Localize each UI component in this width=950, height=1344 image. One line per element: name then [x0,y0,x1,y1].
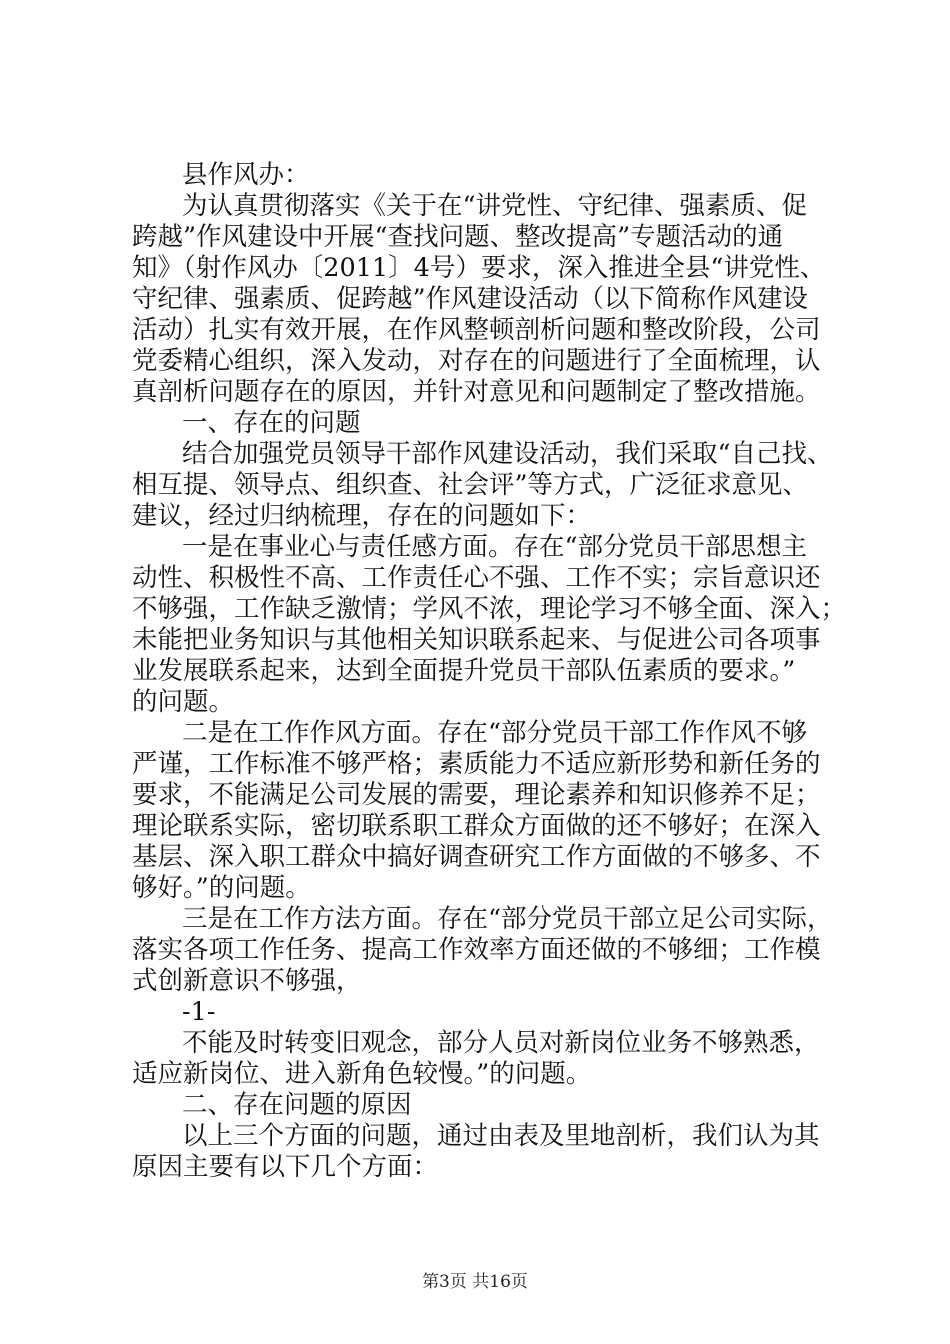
document-body [132,160,847,1183]
text-line: 建议，经过归纳梳理，存在的问题如下： [132,501,592,531]
text-line: 结合加强党员领导干部作风建设活动，我们采取“自己找、 [182,439,833,469]
text-line: 不够强，工作缺乏激情；学风不浓，理论学习不够全面、深入； [132,594,847,624]
text-line: 为认真贯彻落实《关于在“讲党性、守纪律、强素质、促 [182,191,808,221]
text-line: 够好。”的问题。 [132,873,311,903]
text-line: 真剖析问题存在的原因，并针对意见和问题制定了整改措施。 [132,377,821,407]
text-line: 严谨，工作标准不够严格；素质能力不适应新形势和新任务的 [132,749,821,779]
text-line: 业发展联系起来，达到全面提升党员干部队伍素质的要求。” [132,656,796,686]
text-line: 知》（射作风办〔2011〕4号）要求，深入推进全县“讲党性、 [132,253,826,283]
text-line: 县作风办： [182,160,310,190]
text-line: 落实各项工作任务、提高工作效率方面还做的不够细；工作模 [132,935,821,965]
text-line: 相互提、领导点、组织查、社会评”等方式，广泛征求意见、 [132,470,809,500]
page-footer: 第3页 共16页 [422,1272,528,1292]
text-line: 适应新岗位、进入新角色较慢。”的问题。 [132,1059,592,1089]
text-line: 要求，不能满足公司发展的需要，理论素养和知识修养不足； [132,780,821,810]
text-line: 动性、积极性不高、工作责任心不强、工作不实；宗旨意识还 [132,563,821,593]
text-line: 守纪律、强素质、促跨越”作风建设活动（以下简称作风建设 [132,284,809,314]
text-line: 原因主要有以下几个方面： [132,1152,439,1182]
text-line: 二、存在问题的原因 [182,1090,412,1120]
text-line: 未能把业务知识与其他相关知识联系起来、与促进公司各项事 [132,625,821,655]
text-line: 以上三个方面的问题，通过由表及里地剖析，我们认为其 [182,1121,820,1151]
text-line: 活动）扎实有效开展，在作风整顿剖析问题和整改阶段，公司 [132,315,821,345]
text-line: 基层、深入职工群众中搞好调查研究工作方面做的不够多、不 [132,842,821,872]
text-line: 一、存在的问题 [182,408,361,438]
text-line: 一是在事业心与责任感方面。存在“部分党员干部思想主 [182,532,808,562]
text-line: 跨越”作风建设中开展“查找问题、整改提高”专题活动的通 [132,222,784,252]
text-line: 理论联系实际，密切联系职工群众方面做的还不够好；在深入 [132,811,821,841]
text-line: -1- [182,997,216,1027]
text-line: 的问题。 [132,687,235,717]
text-line: 式创新意识不够强， [132,966,362,996]
text-line: 二是在工作作风方面。存在“部分党员干部工作作风不够 [182,718,808,748]
text-line: 党委精心组织，深入发动，对存在的问题进行了全面梳理，认 [132,346,821,376]
text-line: 不能及时转变旧观念，部分人员对新岗位业务不够熟悉， [182,1028,820,1058]
text-line: 三是在工作方法方面。存在“部分党员干部立足公司实际， [182,904,833,934]
